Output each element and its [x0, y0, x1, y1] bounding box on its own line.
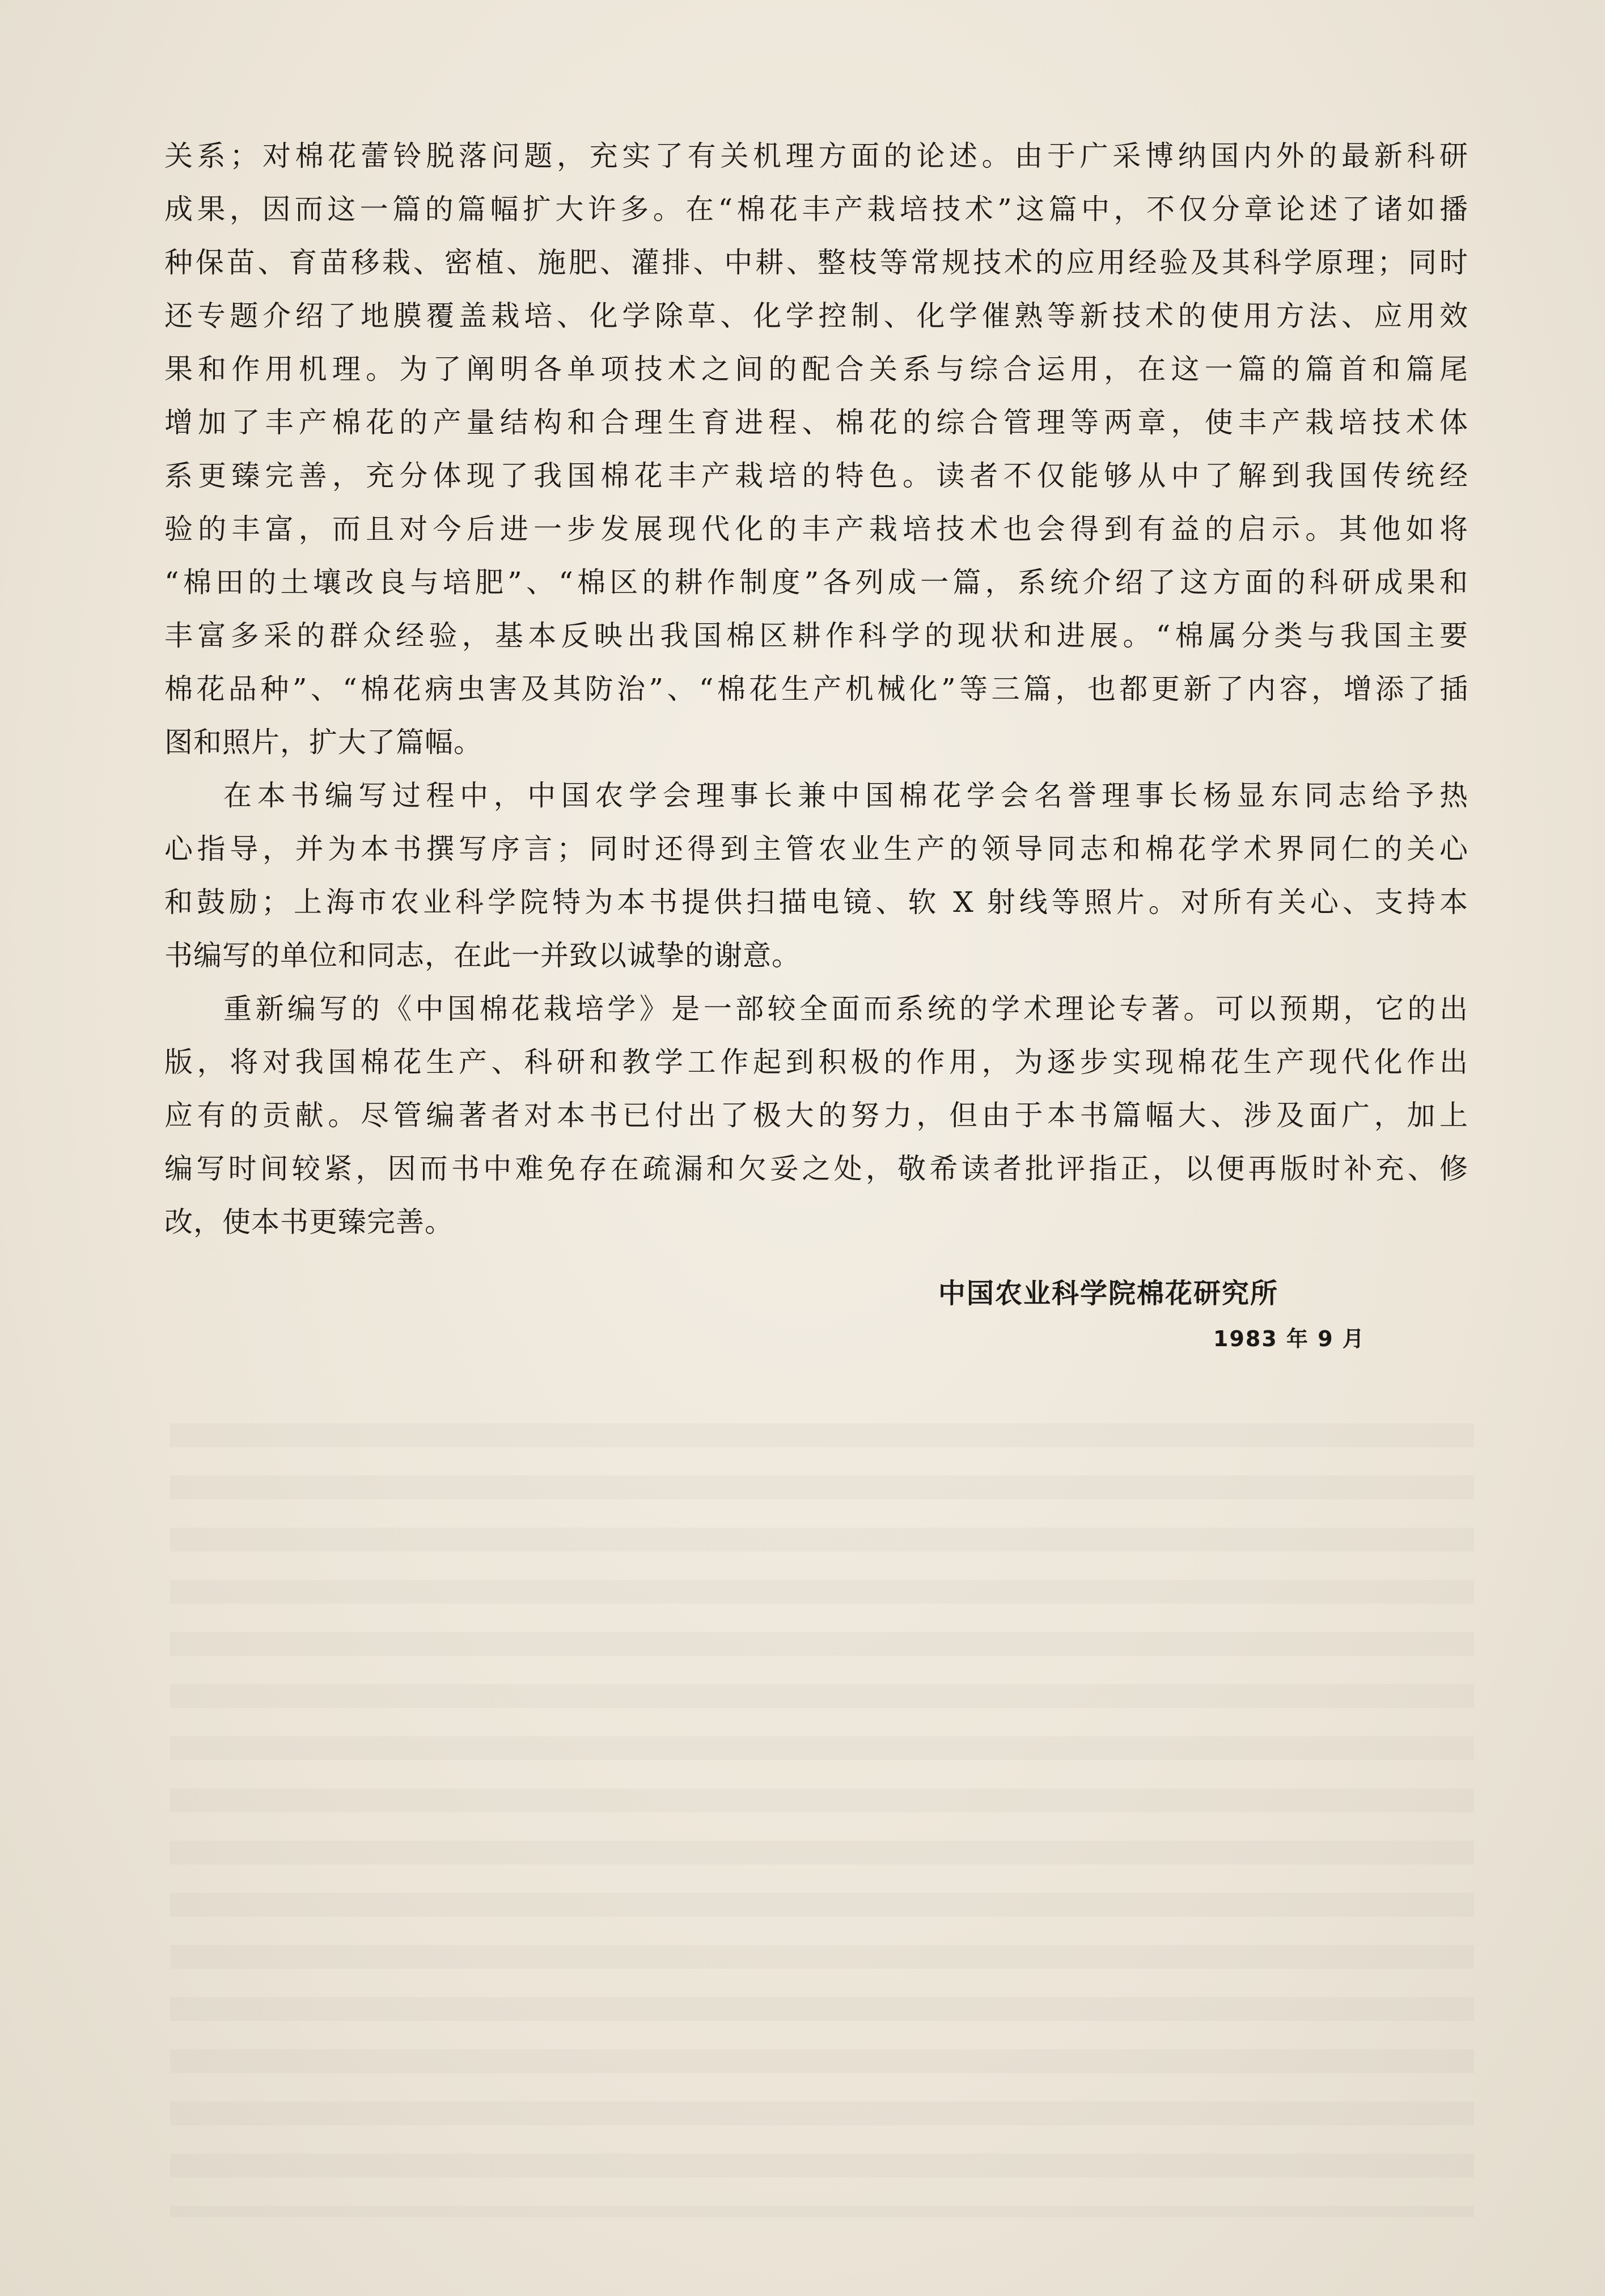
text-line: 图和照片，扩大了篇幅。: [164, 726, 482, 759]
text-line: 编写时间较紧，因而书中难免存在疏漏和欠妥之处，敬希读者批评指正，以便再版时补充、修: [164, 1152, 1468, 1185]
body-text: [164, 129, 1468, 1249]
text-line: “棉田的土壤改良与培肥”、“棉区的耕作制度”各列成一篇，系统介绍了这方面的科研成果和: [164, 566, 1468, 599]
text-line: 果和作用机理。为了阐明各单项技术之间的配合关系与综合运用，在这一篇的篇首和篇尾: [164, 353, 1468, 386]
text-line: 种保苗、育苗移栽、密植、施肥、灌排、中耕、整枝等常规技术的应用经验及其科学原理；同时: [164, 246, 1468, 279]
text-line: 心指导，并为本书撰写序言；同时还得到主管农业生产的领导同志和棉花学术界同仁的关心: [164, 832, 1468, 865]
paragraph-2: [164, 769, 1468, 982]
publication-date: 1983 年 9 月: [1213, 1326, 1365, 1351]
reverse-side-bleed-through: [170, 1395, 1474, 2217]
text-line: 版，将对我国棉花生产、科研和教学工作起到积极的作用，为逐步实现棉花生产现代化作出: [164, 1046, 1468, 1079]
text-line: 改，使本书更臻完善。: [164, 1206, 454, 1238]
text-line: 丰富多采的群众经验，基本反映出我国棉区耕作科学的现状和进展。“棉属分类与我国主要: [164, 619, 1468, 652]
text-line: 棉花品种”、“棉花病虫害及其防治”、“棉花生产机械化”等三篇，也都更新了内容，增添了插: [164, 673, 1468, 705]
text-line: 成果，因而这一篇的篇幅扩大许多。在“棉花丰产栽培技术”这篇中，不仅分章论述了诸如播: [164, 193, 1468, 226]
text-line: 和鼓励；上海市农业科学院特为本书提供扫描电镜、软 X 射线等照片。对所有关心、支持本: [164, 886, 1468, 919]
text-line: 验的丰富，而且对今后进一步发展现代化的丰产栽培技术也会得到有益的启示。其他如将: [164, 513, 1468, 546]
text-line: 书编写的单位和同志，在此一并致以诚挚的谢意。: [164, 939, 801, 972]
author-organization: 中国农业科学院棉花研究所: [938, 1278, 1279, 1309]
text-line: 系更臻完善，充分体现了我国棉花丰产栽培的特色。读者不仅能够从中了解到我国传统经: [164, 459, 1468, 492]
text-line: 重新编写的《中国棉花栽培学》是一部较全面而系统的学术理论专著。可以预期，它的出: [223, 992, 1468, 1025]
text-line: 还专题介绍了地膜覆盖栽培、化学除草、化学控制、化学催熟等新技术的使用方法、应用效: [164, 299, 1468, 332]
text-line: 在本书编写过程中，中国农学会理事长兼中国棉花学会名誉理事长杨显东同志给予热: [223, 779, 1468, 812]
text-line: 增加了丰产棉花的产量结构和合理生育进程、棉花的综合管理等两章，使丰产栽培技术体: [164, 406, 1468, 439]
paragraph-1: [164, 129, 1468, 769]
text-line: 应有的贡献。尽管编著者对本书已付出了极大的努力，但由于本书篇幅大、涉及面广，加上: [164, 1099, 1468, 1132]
paragraph-3: [164, 982, 1468, 1249]
text-line: 关系；对棉花蕾铃脱落问题，充实了有关机理方面的论述。由于广采博纳国内外的最新科研: [164, 139, 1468, 172]
